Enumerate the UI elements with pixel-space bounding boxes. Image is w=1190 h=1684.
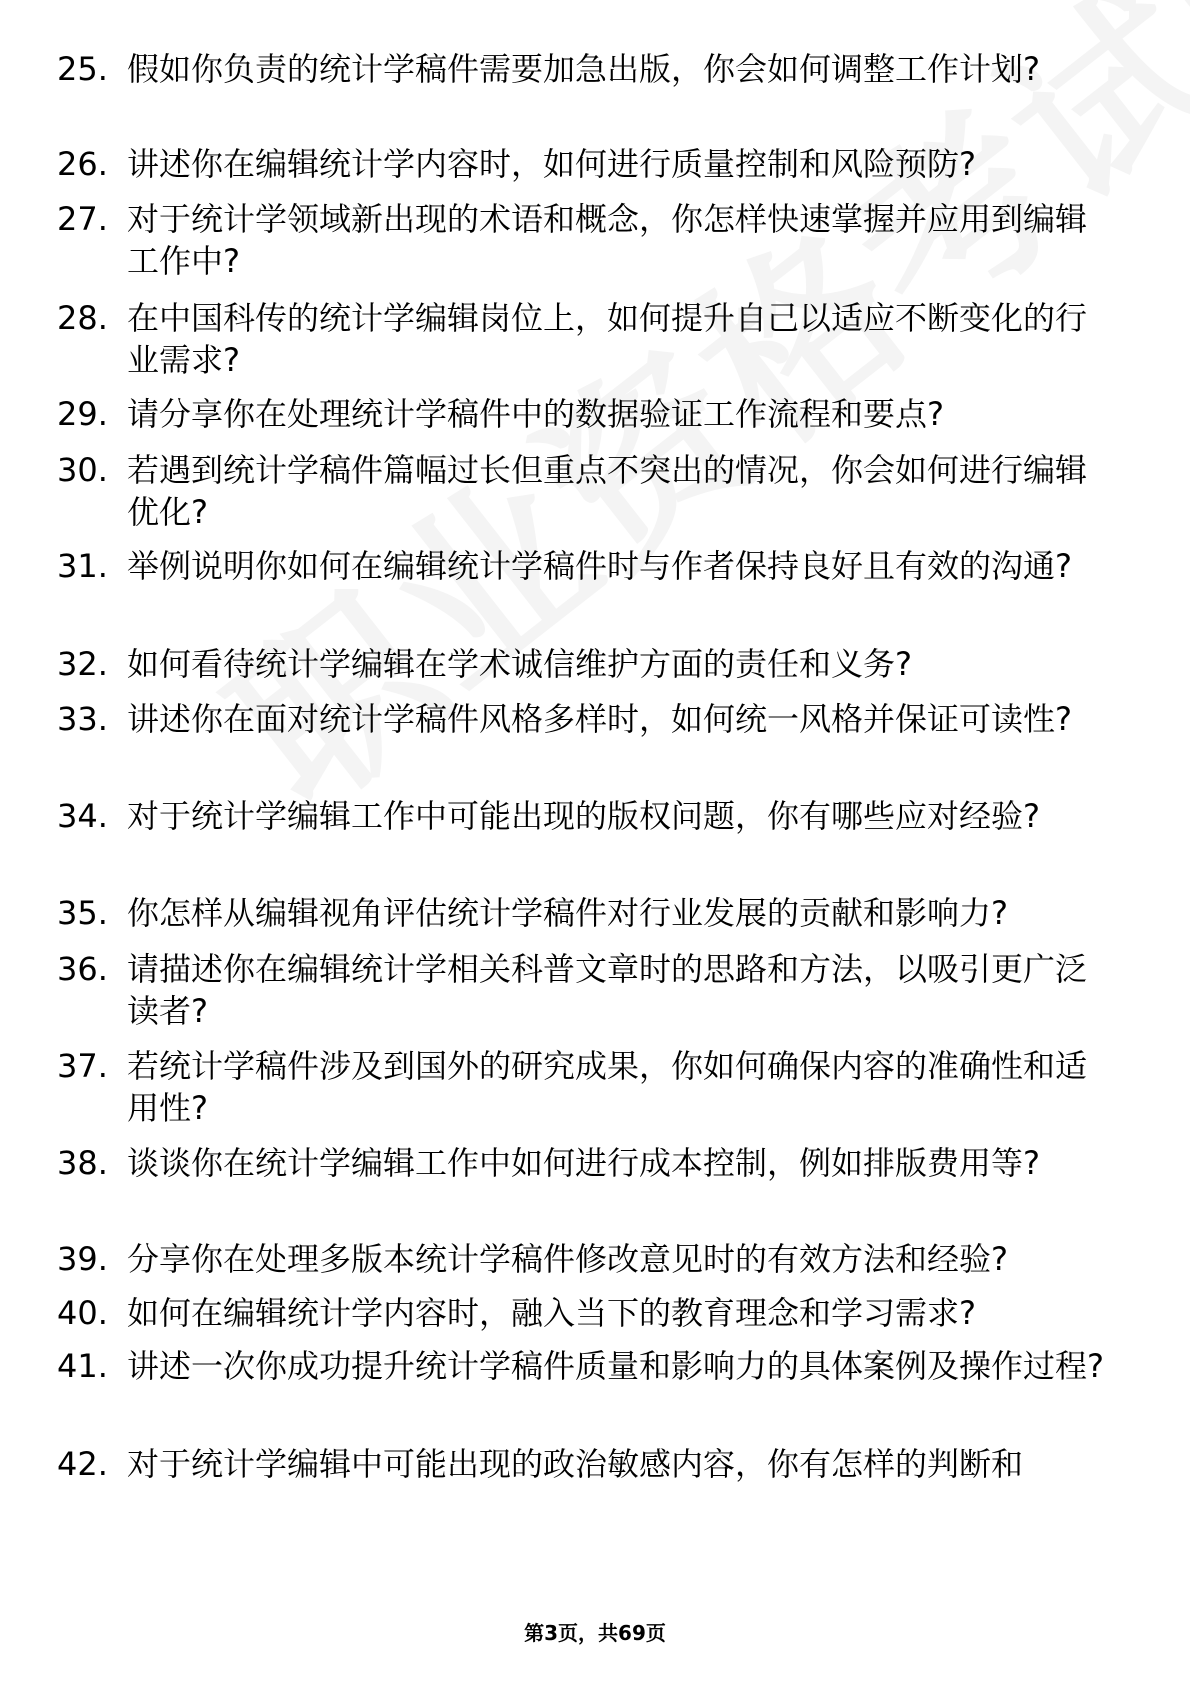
question-number: 41. xyxy=(57,1347,108,1385)
question-item xyxy=(57,698,1117,740)
question-number: 38. xyxy=(57,1144,108,1182)
question-text: 谈谈你在统计学编辑工作中如何进行成本控制，例如排版费用等? xyxy=(127,1144,1040,1182)
question-item xyxy=(57,297,1117,381)
question-number: 31. xyxy=(57,547,108,585)
question-text: 假如你负责的统计学稿件需要加急出版，你会如何调整工作计划? xyxy=(127,50,1040,88)
question-text: 对于统计学编辑工作中可能出现的版权问题，你有哪些应对经验? xyxy=(127,797,1040,835)
question-item xyxy=(57,1142,1117,1184)
question-item xyxy=(57,892,1117,934)
question-item xyxy=(57,643,1117,685)
question-number: 30. xyxy=(57,451,108,489)
question-text: 对于统计学领域新出现的术语和概念，你怎样快速掌握并应用到编辑工作中? xyxy=(127,200,1088,280)
question-number: 29. xyxy=(57,395,108,433)
question-number: 28. xyxy=(57,299,108,337)
question-text: 你怎样从编辑视角评估统计学稿件对行业发展的贡献和影响力? xyxy=(127,894,1008,932)
question-number: 34. xyxy=(57,797,108,835)
question-text: 讲述你在面对统计学稿件风格多样时，如何统一风格并保证可读性? xyxy=(127,700,1072,738)
question-text: 如何在编辑统计学内容时，融入当下的教育理念和学习需求? xyxy=(127,1294,976,1332)
question-item xyxy=(57,198,1117,282)
question-number: 32. xyxy=(57,645,108,683)
question-number: 42. xyxy=(57,1445,108,1483)
question-item xyxy=(57,1292,1117,1334)
question-number: 40. xyxy=(57,1294,108,1332)
question-item xyxy=(57,48,1117,90)
question-number: 27. xyxy=(57,200,108,238)
question-number: 33. xyxy=(57,700,108,738)
question-number: 35. xyxy=(57,894,108,932)
question-number: 39. xyxy=(57,1240,108,1278)
question-item xyxy=(57,545,1117,587)
question-text: 讲述一次你成功提升统计学稿件质量和影响力的具体案例及操作过程? xyxy=(127,1347,1104,1385)
question-item xyxy=(57,795,1117,837)
question-text: 对于统计学编辑中可能出现的政治敏感内容，你有怎样的判断和 xyxy=(127,1445,1024,1483)
question-item xyxy=(57,449,1117,533)
question-text: 讲述你在编辑统计学内容时，如何进行质量控制和风险预防? xyxy=(127,145,976,183)
question-item xyxy=(57,393,1117,435)
page-number: 第3页，共69页 xyxy=(524,1621,666,1645)
question-text: 请分享你在处理统计学稿件中的数据验证工作流程和要点? xyxy=(127,395,944,433)
question-item xyxy=(57,1238,1117,1280)
question-number: 37. xyxy=(57,1047,108,1085)
question-item xyxy=(57,1345,1117,1387)
question-text: 在中国科传的统计学编辑岗位上，如何提升自己以适应不断变化的行业需求? xyxy=(127,299,1088,379)
question-text: 若统计学稿件涉及到国外的研究成果，你如何确保内容的准确性和适用性? xyxy=(127,1047,1088,1127)
question-item xyxy=(57,1045,1117,1129)
question-number: 36. xyxy=(57,950,108,988)
question-text: 举例说明你如何在编辑统计学稿件时与作者保持良好且有效的沟通? xyxy=(127,547,1072,585)
question-item xyxy=(57,1443,1117,1485)
question-text: 请描述你在编辑统计学相关科普文章时的思路和方法，以吸引更广泛读者? xyxy=(127,950,1088,1030)
question-item xyxy=(57,143,1117,185)
question-number: 25. xyxy=(57,50,108,88)
question-item xyxy=(57,948,1117,1032)
question-text: 分享你在处理多版本统计学稿件修改意见时的有效方法和经验? xyxy=(127,1240,1008,1278)
question-text: 如何看待统计学编辑在学术诚信维护方面的责任和义务? xyxy=(127,645,912,683)
question-number: 26. xyxy=(57,145,108,183)
question-text: 若遇到统计学稿件篇幅过长但重点不突出的情况，你会如何进行编辑优化? xyxy=(127,451,1088,531)
